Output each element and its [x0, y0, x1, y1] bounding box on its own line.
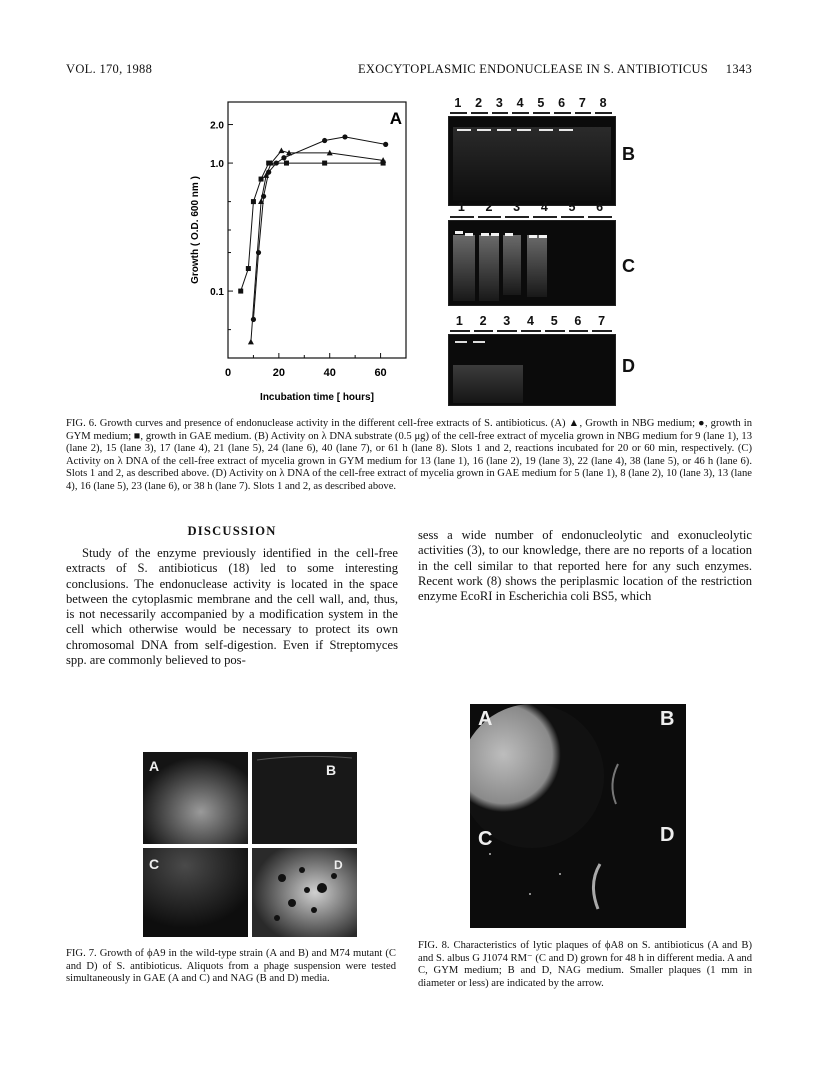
gel-d-lane-3: 3 — [503, 314, 511, 328]
gel-c-lane-1: 1 — [457, 200, 465, 214]
gel-b-lane-bar-7 — [575, 112, 592, 114]
gel-b-lane-1: 1 — [454, 96, 462, 110]
gel-d-lane-numbers — [440, 314, 620, 334]
y-tick-label-0: 0.1 — [210, 287, 224, 299]
point-square-1 — [246, 266, 251, 271]
fig7-label-d: D — [334, 858, 343, 872]
point-circle-0 — [251, 317, 256, 322]
gel-c-lane-bar-1 — [450, 216, 474, 218]
point-triangle-4 — [278, 147, 284, 153]
point-circle-2 — [261, 194, 266, 199]
fig7-photo-c — [143, 848, 248, 937]
gel-d-lane-bar-3 — [497, 330, 517, 332]
fig8-label-c: C — [478, 828, 493, 850]
x-axis-label: Incubation time [ hours] — [260, 392, 374, 403]
series-line-square — [241, 163, 383, 291]
discussion-left-column: Study of the enzyme previously identified in the cell-free extracts of S. antibioticus (18) led to some interesting conclusions. The endonuclease activity is located in the space between the cytoplasmic membrane and the cell wall, and, thus, is not necessarily accompanied by a modification system in the cell which otherwise would be necessary to protect its own chromosomal DNA from self-digestion. Even if Streptomyces spp. are commonly believed to pos- — [66, 546, 398, 668]
point-square-4 — [266, 161, 271, 166]
gel-b-lane-bar-4 — [512, 112, 529, 114]
gel-c-lane-5: 5 — [568, 200, 576, 214]
gel-c-image — [448, 220, 616, 306]
point-square-5 — [284, 161, 289, 166]
gel-b-lane-bar-3 — [492, 112, 509, 114]
gel-b-lane-5: 5 — [537, 96, 545, 110]
gel-b-lane-6: 6 — [558, 96, 566, 110]
x-tick-label-20: 20 — [272, 367, 285, 379]
gel-d-lane-bar-5 — [545, 330, 565, 332]
gel-c-lane-bar-3 — [505, 216, 529, 218]
gel-c-lane-bar-5 — [561, 216, 585, 218]
gel-c-lane-bar-4 — [533, 216, 557, 218]
gel-b-lane-numbers — [440, 96, 620, 116]
point-circle-3 — [266, 170, 271, 175]
x-tick-label-40: 40 — [323, 367, 336, 379]
gel-d-lane-5: 5 — [550, 314, 558, 328]
gel-d-lane-6: 6 — [574, 314, 582, 328]
gel-b-lane-2: 2 — [475, 96, 483, 110]
gel-c-lane-4: 4 — [540, 200, 548, 214]
point-square-3 — [259, 177, 264, 182]
fig7-label-c: C — [149, 856, 160, 872]
gel-b-lane-7: 7 — [578, 96, 586, 110]
point-square-6 — [322, 161, 327, 166]
gel-b-image — [448, 116, 616, 206]
fig6-growth-chart — [186, 96, 432, 408]
gel-d-lane-1: 1 — [455, 314, 463, 328]
fig6-caption: FIG. 6. Growth curves and presence of endonuclease activity in the different cell-free extracts of S. antibioticus. (A) ▲, Growth in NBG medium; ●, growth in GYM medium; ■, growth in GAE medium. (B) Activity on λ DNA substrate (0.5 μg) of the cell-free extract of mycelia grown in NBG medium for 9 (lane 1), 13 (lane 2), 15 (lane 3), 17 (lane 4), 21 (lane 5), 24 (lane 6), 40 (lane 7), or 61 h (lane 8). Slots 1 and 2, reactions incubated for 20 or 60 min, respectively. (C) Activity on λ DNA of the cell-free extract of mycelia grown in GYM medium for 13 (lane 1), 16 (lane 2), 19 (lane 3), 22 (lane 4), 38 (lane 5), or 46 h (lane 6). Slots 1 and 2, as described above. (D) Activity on λ DNA of the cell-free extract of mycelia grown in GAE medium for 5 (lane 1), 8 (lane 2), 10 (lane 3), 13 (lane 4), 16 (lane 5), 23 (lane 6), or 38 h (lane 7). Slots 1 and 2, as described above. — [66, 418, 752, 492]
gel-b-lane-4: 4 — [516, 96, 524, 110]
gel-c-lane-3: 3 — [513, 200, 521, 214]
gel-b-lane-bar-5 — [533, 112, 550, 114]
running-header — [66, 62, 752, 80]
y-tick-label-1: 1.0 — [210, 159, 224, 171]
gel-d-lane-bar-2 — [474, 330, 494, 332]
gel-b-lane-bar-8 — [595, 112, 612, 114]
point-circle-1 — [256, 250, 261, 255]
chart-panel-label: A — [389, 109, 402, 128]
point-square-7 — [381, 161, 386, 166]
point-circle-5 — [281, 155, 286, 160]
gel-d-lane-2: 2 — [479, 314, 487, 328]
gel-d-lane-bar-6 — [569, 330, 589, 332]
x-tick-label-60: 60 — [374, 367, 387, 379]
y-axis-label: Growth ( O.D. 600 nm ) — [190, 176, 201, 284]
gel-b-letter: B — [622, 144, 635, 164]
gel-b-lane-3: 3 — [495, 96, 503, 110]
fig8-photo — [470, 704, 686, 928]
series-line-triangle — [251, 151, 383, 342]
fig7-photo-d — [252, 848, 357, 937]
gel-b-lane-bar-1 — [450, 112, 467, 114]
fig7-label-a: A — [149, 758, 160, 774]
growth-chart-svg — [186, 96, 432, 408]
fig7-photo-grid — [143, 752, 357, 937]
fig6-gel-panels — [440, 96, 640, 408]
gel-d-lane-bar-7 — [592, 330, 612, 332]
gel-d-lane-bar-4 — [521, 330, 541, 332]
gel-d-image — [448, 334, 616, 406]
gel-d-lane-bar-1 — [450, 330, 470, 332]
gel-c-lane-bar-2 — [478, 216, 502, 218]
gel-c-lane-numbers — [440, 200, 620, 220]
gel-b-lane-bar-2 — [471, 112, 488, 114]
point-square-0 — [238, 289, 243, 294]
fig8-caption: FIG. 8. Characteristics of lytic plaques of ϕA8 on S. antibioticus (A and B) and S. albus G J1074 RM⁻ (C and D) grown for 48 h in different media. A and C, GYM medium; B and D, NAG medium. Smaller plaques (1 mm in diameter or less) are indicated by the arrow. — [418, 940, 752, 989]
gel-c-lane-6: 6 — [596, 200, 604, 214]
fig8-label-b: B — [660, 708, 675, 730]
fig8-label-a: A — [478, 708, 493, 730]
gel-d-lane-4: 4 — [527, 314, 534, 328]
fig7-caption: FIG. 7. Growth of ϕA9 in the wild-type strain (A and B) and M74 mutant (C and D) of S. antibioticus. Aliquots from a phage suspension were tested simultaneously in GAE (A and C) and NAG (B and D) media. — [66, 948, 396, 985]
point-square-2 — [251, 199, 256, 204]
gel-b-lane-8: 8 — [599, 96, 607, 110]
fig8-label-d: D — [660, 824, 675, 846]
x-tick-label-0: 0 — [224, 367, 232, 379]
running-title: EXOCYTOPLASMIC ENDONUCLEASE IN S. ANTIBIOTICUS — [358, 62, 709, 76]
page-number: 1343 — [725, 62, 752, 76]
point-circle-7 — [342, 134, 347, 139]
point-circle-6 — [322, 138, 327, 143]
gel-c-letter: C — [622, 256, 635, 276]
fig7-label-b: B — [326, 762, 337, 778]
gel-c-lane-bar-6 — [588, 216, 612, 218]
gel-d-letter: D — [622, 356, 635, 376]
discussion-heading: DISCUSSION — [187, 524, 277, 538]
fig7-photo-a — [143, 752, 248, 844]
gel-c-lane-2: 2 — [485, 200, 493, 214]
point-triangle-0 — [248, 339, 254, 345]
gel-b-lane-bar-6 — [554, 112, 571, 114]
point-circle-8 — [383, 142, 388, 147]
gel-d-lane-7: 7 — [598, 314, 606, 328]
discussion-right-column: sess a wide number of endonucleolytic and exonucleolytic activities (3), to our knowledge, there are no reports of a location in the cell similar to that reported here for any such enzymes. Recent work (8) shows the periplasmic location of the restriction enzyme EcoRI in Escherichia coli BS5, which — [418, 528, 752, 604]
volume-label: VOL. 170, 1988 — [66, 62, 153, 76]
fig7-photo-b — [252, 752, 357, 844]
y-tick-label-2: 2.0 — [210, 120, 224, 132]
